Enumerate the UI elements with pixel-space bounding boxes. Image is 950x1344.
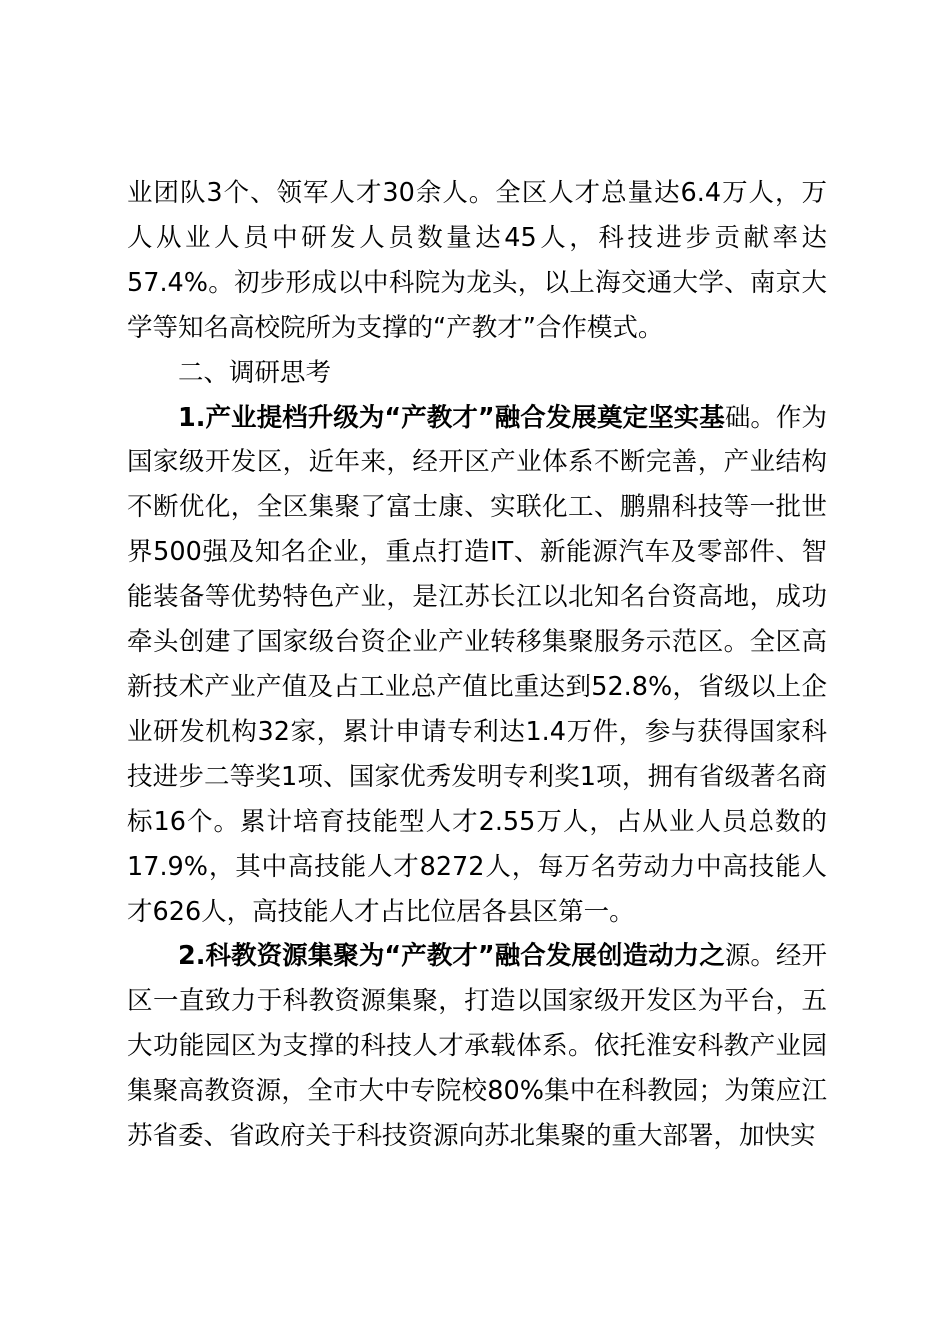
document-body <box>127 171 827 1159</box>
paragraph-education-resources <box>127 934 827 1159</box>
paragraph-talent-summary <box>127 171 827 351</box>
section-heading-text: 二、调研思考 <box>178 357 332 388</box>
paragraph-lead-heading: 2.科教资源集聚为“产教才”融合发展创造动力之 <box>178 941 725 972</box>
paragraph-text: 础。作为国家级开发区，近年来，经开区产业体系不断完善，产业结构不断优化，全区集聚了富士康、实联化工、鹏鼎科技等一批世界500强及知名企业，重点打造IT、新能源汽车及零部件、智能装备等优势特色产业，是江苏长江以北知名台资高地，成功牵头创建了国家级台资企业产业转移集聚服务示范区。全区高新技术产业产值及占工业总产值比重达到52.8%，省级以上企业研发机构32家，累计申请专利达1.4万件，参与获得国家科技进步二等奖1项、国家优秀发明专利奖1项，拥有省级著名商标16个。累计培育技能型人才2.55万人，占从业人员总数的17.9%，其中高技能人才8272人，每万名劳动力中高技能人才626人，高技能人才占比位居各县区第一。 <box>127 402 827 927</box>
paragraph-lead-heading: 1.产业提档升级为“产教才”融合发展奠定坚实基 <box>178 402 725 433</box>
paragraph-text: 源。经开区一直致力于科教资源集聚，打造以国家级开发区为平台，五大功能园区为支撑的科技人才承载体系。依托淮安科教产业园集聚高教资源，全市大中专院校80%集中在科教园；为策应江苏省委、省政府关于科技资源向苏北集聚的重大部署，加快实 <box>127 941 827 1152</box>
paragraph-industry-upgrade <box>127 396 827 935</box>
section-heading-research-thoughts <box>127 351 827 396</box>
paragraph-text: 业团队3个、领军人才30余人。全区人才总量达6.4万人，万人从业人员中研发人员数量达45人，科技进步贡献率达57.4%。初步形成以中科院为龙头，以上海交通大学、南京大学等知名高校院所为支撑的“产教才”合作模式。 <box>127 178 827 343</box>
